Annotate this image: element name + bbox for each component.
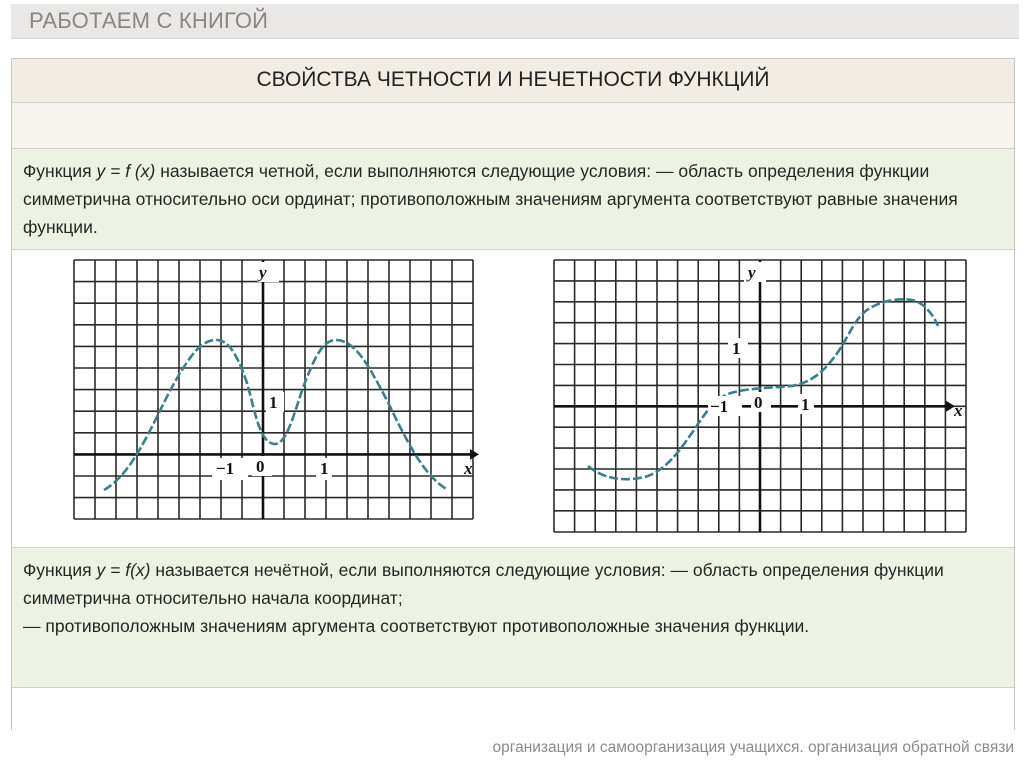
even-formula: y = f (x) [96, 161, 156, 181]
table-title-row [12, 59, 1014, 103]
even-definition [23, 157, 1000, 241]
even-function-graph [66, 254, 486, 544]
even-labels [212, 262, 473, 480]
odd-formula: y = f(x) [96, 560, 151, 580]
even-y-tick-1: 1 [269, 393, 278, 412]
odd-lead: Функция [23, 560, 97, 580]
even-x-tick-1: 1 [320, 459, 329, 478]
even-definition-row [12, 149, 1014, 250]
blank-row [12, 103, 1014, 149]
even-x-axis-label: x [464, 459, 473, 478]
odd-definition-row [12, 548, 1014, 688]
table-title: СВОЙСТВА ЧЕТНОСТИ И НЕЧЕТНОСТИ ФУНКЦИЙ [256, 68, 770, 91]
odd-y-tick-1: 1 [732, 339, 741, 358]
blank-row-bottom [12, 688, 1014, 730]
odd-origin-label: 0 [754, 393, 763, 412]
graphs-row [12, 250, 1014, 548]
even-grid [74, 260, 473, 519]
even-y-axis-label: y [259, 263, 267, 282]
footer-caption: организация и самоорганизация учащихся. организация обратной связи [492, 739, 1014, 756]
odd-y-axis-label: y [748, 263, 756, 282]
even-text: называется четной, если выполняются следующие условия: — область определения функции симметрична относительно оси ординат; противоположным значениям аргумента соответствуют равные значения функции. [23, 161, 958, 237]
odd-function-curve [588, 299, 938, 479]
odd-definition [23, 556, 1000, 640]
odd-function-graph [544, 254, 974, 544]
odd-text-1: называется нечётной, если выполняются следующие условия: — область определения функции симметрична относительно начала координат; [23, 560, 944, 608]
odd-x-tick-1: 1 [801, 395, 810, 414]
even-x-tick-neg1: −1 [216, 459, 235, 478]
header-bar [11, 4, 1019, 39]
even-lead: Функция [23, 161, 97, 181]
odd-x-tick-neg1: −1 [710, 397, 729, 416]
even-function-curve [104, 340, 448, 490]
properties-table [11, 58, 1015, 730]
header-title: РАБОТАЕМ С КНИГОЙ [29, 8, 269, 33]
odd-text-2: — противоположным значениям аргумента соответствуют противоположные значения функции. [23, 616, 810, 636]
odd-x-axis-label: x [954, 401, 963, 420]
even-origin-label: 0 [256, 457, 265, 476]
